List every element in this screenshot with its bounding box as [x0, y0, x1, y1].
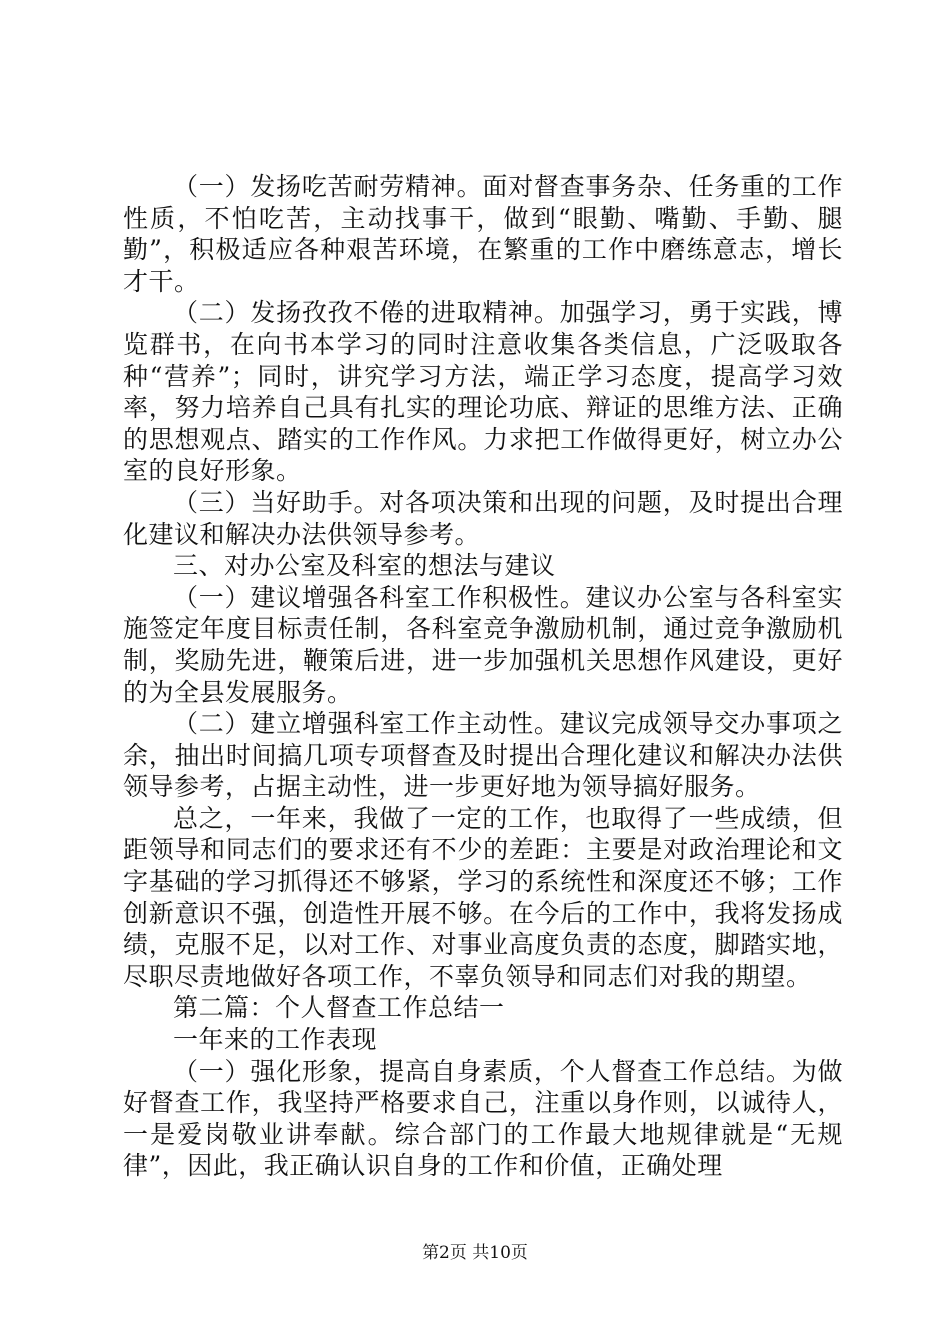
- chapter-heading-part-two: 第二篇：个人督查工作总结一: [173, 993, 505, 1023]
- page-number-footer: 第2页 共10页: [422, 1243, 528, 1263]
- paragraph-hardworking-spirit: （一）发扬吃苦耐劳精神。面对督查事务杂、任务重的工作性质，不怕吃苦，主动找事干，做到“眼勤、嘴勤、手勤、腿勤”，积极适应各种艰苦环境，在繁重的工作中磨练意志，增长才干。: [123, 172, 843, 296]
- paragraph-enterprising-spirit: （二）发扬孜孜不倦的进取精神。加强学习，勇于实践，博览群书，在向书本学习的同时注意收集各类信息，广泛吸取各种“营养”；同时，讲究学习方法，端正学习态度，提高学习效率，努力培养自己具有扎实的理论功底、辩证的思维方法、正确的思想观点、踏实的工作作风。力求把工作做得更好，树立办公室的良好形象。: [123, 298, 843, 486]
- section-heading-suggestions: 三、对办公室及科室的想法与建议: [173, 551, 556, 581]
- section-heading-performance: 一年来的工作表现: [173, 1025, 378, 1055]
- paragraph-strengthen-image: （一）强化形象，提高自身素质，个人督查工作总结。为做好督查工作，我坚持严格要求自己，注重以身作则，以诚待人，一是爱岗敬业讲奉献。综合部门的工作最大地规律就是“无规律”，因此，我正确认识自身的工作和价值，正确处理: [123, 1056, 843, 1181]
- paragraph-summary: 总之，一年来，我做了一定的工作，也取得了一些成绩，但距领导和同志们的要求还有不少的差距：主要是对政治理论和文字基础的学习抓得还不够紧，学习的系统性和深度还不够；工作创新意识不强，创造性开展不够。在今后的工作中，我将发扬成绩，克服不足，以对工作、对事业高度负责的态度，脚踏实地，尽职尽责地做好各项工作，不辜负领导和同志们对我的期望。: [123, 803, 843, 991]
- paragraph-good-assistant: （三）当好助手。对各项决策和出现的问题，及时提出合理化建议和解决办法供领导参考。: [123, 487, 843, 549]
- paragraph-enthusiasm-suggestion: （一）建议增强各科室工作积极性。建议办公室与各科室实施签定年度目标责任制，各科室竞争激励机制，通过竞争激励机制，奖励先进，鞭策后进，进一步加强机关思想作风建设，更好的为全县发展服务。: [123, 582, 843, 707]
- paragraph-initiative-suggestion: （二）建立增强科室工作主动性。建议完成领导交办事项之余，抽出时间搞几项专项督查及时提出合理化建议和解决办法供领导参考，占据主动性，进一步更好地为领导搞好服务。: [123, 709, 843, 802]
- document-body: [123, 171, 843, 1182]
